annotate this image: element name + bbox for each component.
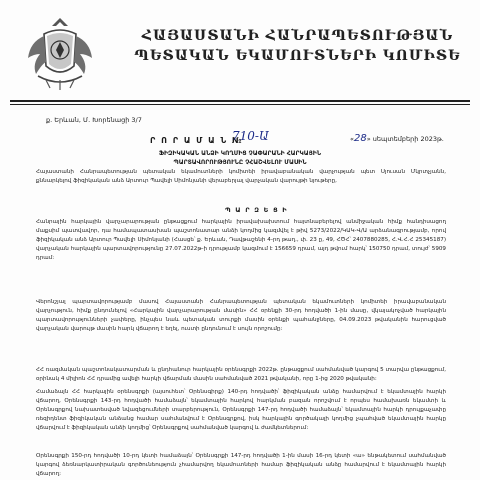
- date-prefix: «: [350, 135, 354, 143]
- header-divider-thick: [10, 100, 470, 102]
- body-paragraph-4: Համաձայն ՀՀ հարկային օրենսգրքի (այսուհետ՝ Օրենսգիրք) 140-րդ հոդվածի՝ ֆիզիկական անձը համարվում է եկամտային հարկի վճարող, Օրենսգրքի 143-րդ հոդվածի համաձայն՝ եկամտային հարկով հարկման բազան որոշվում է որպես համախառն եկամտի և Օրենսգրքով նախատեսված նվազեցումների տարբերություն, Օրենսգրքի 147-րդ հոդվածի համաձայն՝ եկամտային հարկի դրույքաչափը ռեզիդենտ ֆիզիկական անձանց համար սահմանվում է Օրենսգրքով, իսկ հարկային գործակալի կողմից չպահված եկամտային հարկը վճարվում է ֆիզիկական անձի կողմից՝ Օրենսգրքով սահմանված կարգով և ժամկետներում:: [36, 389, 446, 431]
- agency-header-line1: ՀԱՅԱՍՏԱՆԻ ՀԱՆՐԱՊԵՏՈՒԹՅԱՆ: [141, 28, 454, 44]
- date-suffix: » սեպտեմբերի 2023թ.: [366, 135, 444, 143]
- agency-address: ք. Երևան, Մ. Խորենացի 3/7: [46, 116, 142, 124]
- subject-line1: ՖԻԶԻԿԱԿԱՆ ԱՆՁԻ ԿՈՂՄԻՑ ՉԱՓԱՐԱՆԻ ՀԱՐԿԱՅԻՆ: [158, 150, 322, 157]
- body-paragraph-1: Հանրային հարկային վարչարարության ընթացքում հարկային իրավախախտում հայտնաբերելով անմիջական հիմք հանդիսացող մաքսիմ պատվավոր, դա համապատասխան պաշտոնատար անձի կողմից կազմվել է թիվ 5273/2022/ԿԱԿ-Վ/Ա արձանագրությամբ, որով ֆիզիկական անձ Արտուր Պավելի Սիմոնյանի (Հասցե՝ ք. Երևան, Դավթաշենի 4-րդ թաղ., փ. 23 ը, 49, ՀԾՀ՝ 2407880285, Հ.Վ.Հ.Հ 25345187) վարչական հարկային պարտավորությունը 27.07.2022թ-ի դրությամբ կազմում է 156659 դրամ, այդ թվում հարկ՝ 150750 դրամ, տույժ՝ 5909 դրամ:: [36, 219, 446, 261]
- order-number-handwritten: 710-Ա: [232, 129, 269, 143]
- body-paragraph-5: Օրենսգրքի 150-րդ հոդվածի 10-րդ կետի համաձայն՝ Օրենսգրքի 147-րդ հոդվածի 1-ին մասի 16-րդ կետի «ա» ենթակետում սահմանված կարգով ձեռնարկատիրական գործունեություն չհամարվող եկամուտների համար ֆիզիկական անձը համարվում է եկամտային հարկի վճարող:: [36, 453, 446, 477]
- date-day-handwritten: 28: [353, 133, 367, 144]
- subject-line2: ՊԱՐՏԱՎՈՐՈՒԹՅՈՒՆԸ ՉՀԱՇՎԵԼՈՒ ՄԱՍԻՆ: [173, 159, 307, 166]
- intro-paragraph: Հայաստանի Հանրապետության պետական եկամուտների կոմիտեի իրավաբանական վարչության պետ Սյուսան Մկրտչյանն, քննարկելով ֆիզիկական անձ Արտուր Պավելի Սիմոնյանի վերաբերյալ վարչական վարույթի նյութերը,: [36, 169, 446, 184]
- agency-header-line2: ՊԵՏԱԿԱՆ ԵԿԱՄՈՒՏՆԵՐԻ ԿՈՄԻՏԵ: [134, 48, 461, 64]
- body-paragraph-2: Վերոնշյալ պարտավորությամբ մասով Հայաստանի Հանրապետության պետական եկամուտների կոմիտեի իրավաբանական վարչություն, հիմք ընդունելով «Հարկային վարչարարության մասին» ՀՀ օրենքի 30-րդ հոդվածի 1-ին մասը, վկայակոչված հարկային պարտավորությունների չափերը, ինչպես նաև պետական տուրքի մասին օրենքի պահանջները, 04.09.2023 թվականին հարուցված վարչական վարույթ մասին հարկ վճարող է եղել, ուստի ընդունում է սույն որոշումը:: [36, 299, 446, 332]
- order-title: [150, 136, 243, 145]
- header-divider-thin: [10, 104, 470, 105]
- coat-of-arms-emblem: [20, 14, 100, 92]
- order-date: [350, 133, 444, 144]
- found-heading: Պ Ա Ր Զ Ե Ց Ի: [225, 206, 288, 214]
- body-paragraph-3: ՀՀ ռազմական պաշտոնակատարման և ընդհանուր հարկային օրենսգրքի 2022թ. ընթացքում սահմանված կարգով 5 տարվա ընթացքում, օրինակ 4 միլիոն ՀՀ դրամից ավելի հարկի վճարման մասին սահմանված 2021 թվականի, որը 1-ից 2020 թվականի:: [36, 367, 446, 382]
- order-label: Ր Ո Ր Ա Մ Ա Ն №: [150, 136, 244, 145]
